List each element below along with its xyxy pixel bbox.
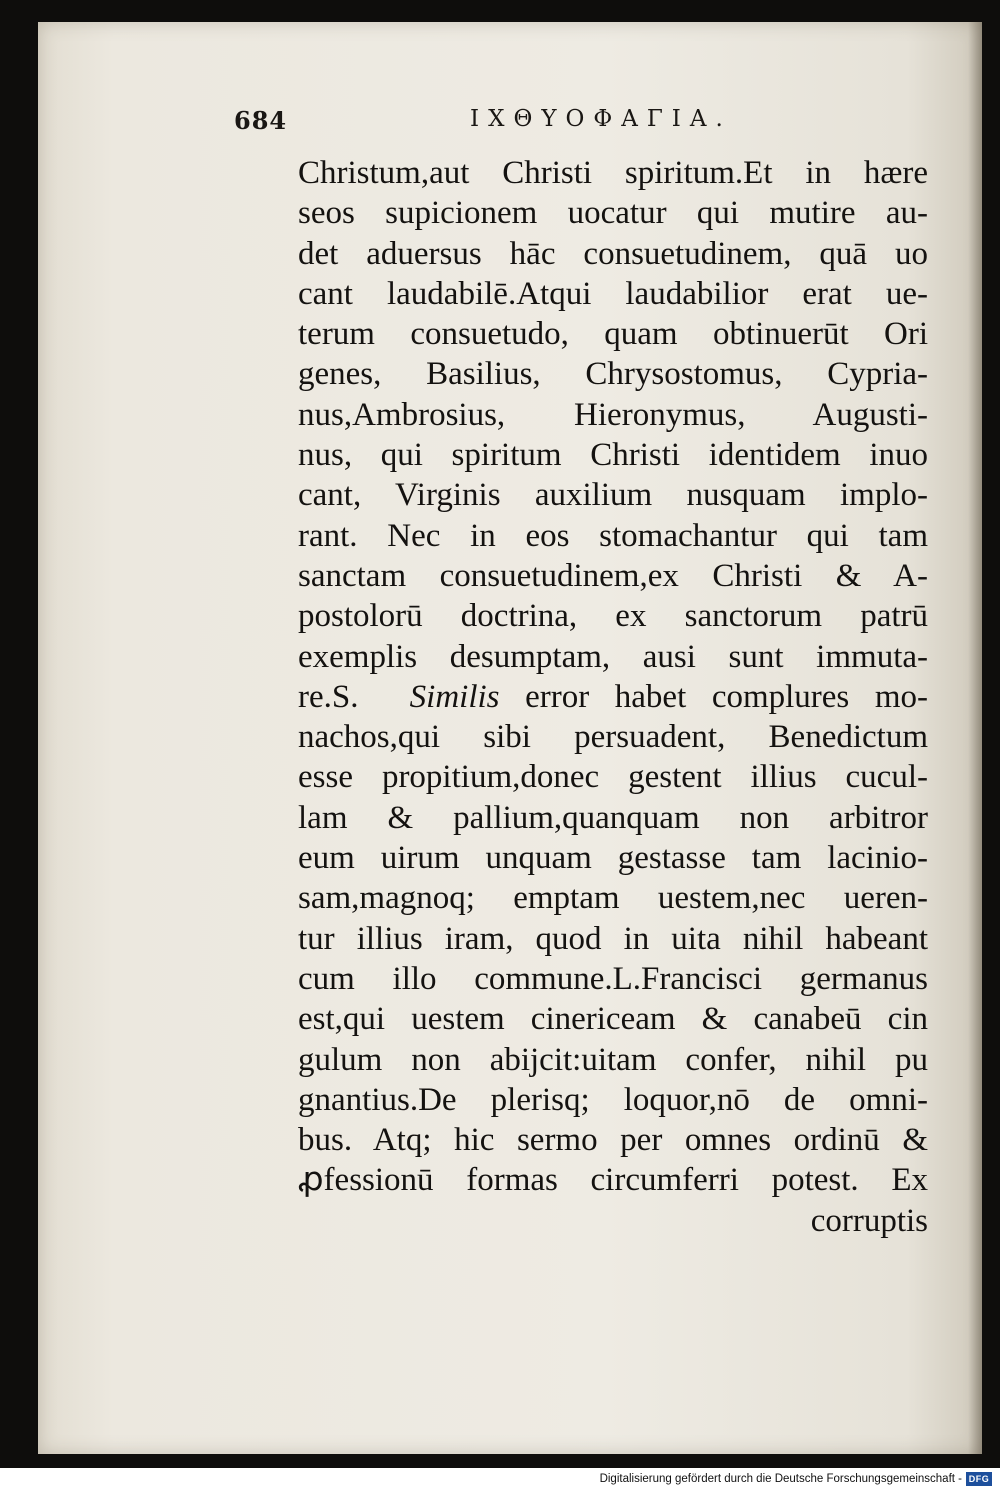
dfg-logo: DFG — [966, 1472, 992, 1486]
text-line-15: nachos,qui sibi persuadent, Benedictum — [298, 719, 928, 756]
funding-credit: Digitalisierung gefördert durch die Deutsche Forschungsgemeinschaft - — [599, 1473, 962, 1485]
text-line-2: seos supicionem uocatur qui mutire au- — [298, 195, 928, 232]
text-line-12: postolorū doctrina, ex sanctorum patrū — [298, 598, 928, 635]
text-line-13: exemplis desumptam, ausi sunt immuta- — [298, 638, 928, 675]
text-line-20: tur illius iram, quod in uita nihil habeant — [298, 920, 928, 957]
text-line-24: gnantius.De plerisq; loquor,nō de omni- — [298, 1081, 928, 1118]
text-line-17: lam & pallium,quanquam non arbitror — [298, 799, 928, 836]
catchword: corruptis — [810, 1202, 928, 1239]
text-line-23: gulum non abijcit:uitam confer, nihil pu — [298, 1041, 928, 1078]
text-line-22: est,qui uestem cinericeam & canabeū cin — [298, 1001, 928, 1038]
text-line-9: cant, Virginis auxilium nusquam implo- — [298, 477, 928, 514]
text-line-16: esse propitium,donec gestent illius cucul- — [298, 759, 928, 796]
text-line-10: rant. Nec in eos stomachantur qui tam — [298, 517, 928, 554]
text-line-6: genes, Basilius, Chrysostomus, Cypria- — [298, 356, 928, 393]
text-line-1: Christum,aut Christi spiritum.Et in hære — [298, 155, 928, 191]
text-line-18: eum uirum unquam gestasse tam lacinio- — [298, 840, 928, 877]
text-line-14 — [298, 677, 928, 717]
page-number: 684 — [234, 106, 288, 135]
text-line-7: nus,Ambrosius, Hieronymus, Augusti- — [298, 396, 928, 433]
digitization-footer — [0, 1468, 1000, 1490]
running-head — [234, 100, 924, 140]
text-line-8: nus, qui spiritum Christi identidem inuo — [298, 437, 928, 474]
book-page — [38, 22, 982, 1454]
text-line-26: ꝓfessionū formas circumferri potest. Ex — [298, 1162, 928, 1199]
text-line-19: sam,magnoq; emptam uestem,nec ueren- — [298, 880, 928, 917]
italic-word-similis: Similis — [409, 678, 500, 715]
body-text — [298, 153, 928, 1241]
text-line-21: cum illo commune.L.Francisci germanus — [298, 960, 928, 997]
text-line-25: bus. Atq; hic sermo per omnes ordinū & — [298, 1122, 928, 1159]
running-title: ΙΧΘΥΟΦΑΓΙΑ. — [470, 106, 732, 132]
text-line-5: terum consuetudo, quam obtinuerūt Ori — [298, 316, 928, 353]
text-line-14-start: re.S. — [298, 678, 359, 715]
text-line-4: cant laudabilē.Atqui laudabilior erat ue- — [298, 275, 928, 312]
text-line-14-rest: error habet complures mo- — [525, 678, 929, 715]
page-gutter-shadow — [968, 22, 982, 1454]
text-line-3: det aduersus hāc consuetudinem, quā uo — [298, 235, 928, 272]
text-line-11: sanctam consuetudinem,ex Christi & A- — [298, 557, 928, 594]
